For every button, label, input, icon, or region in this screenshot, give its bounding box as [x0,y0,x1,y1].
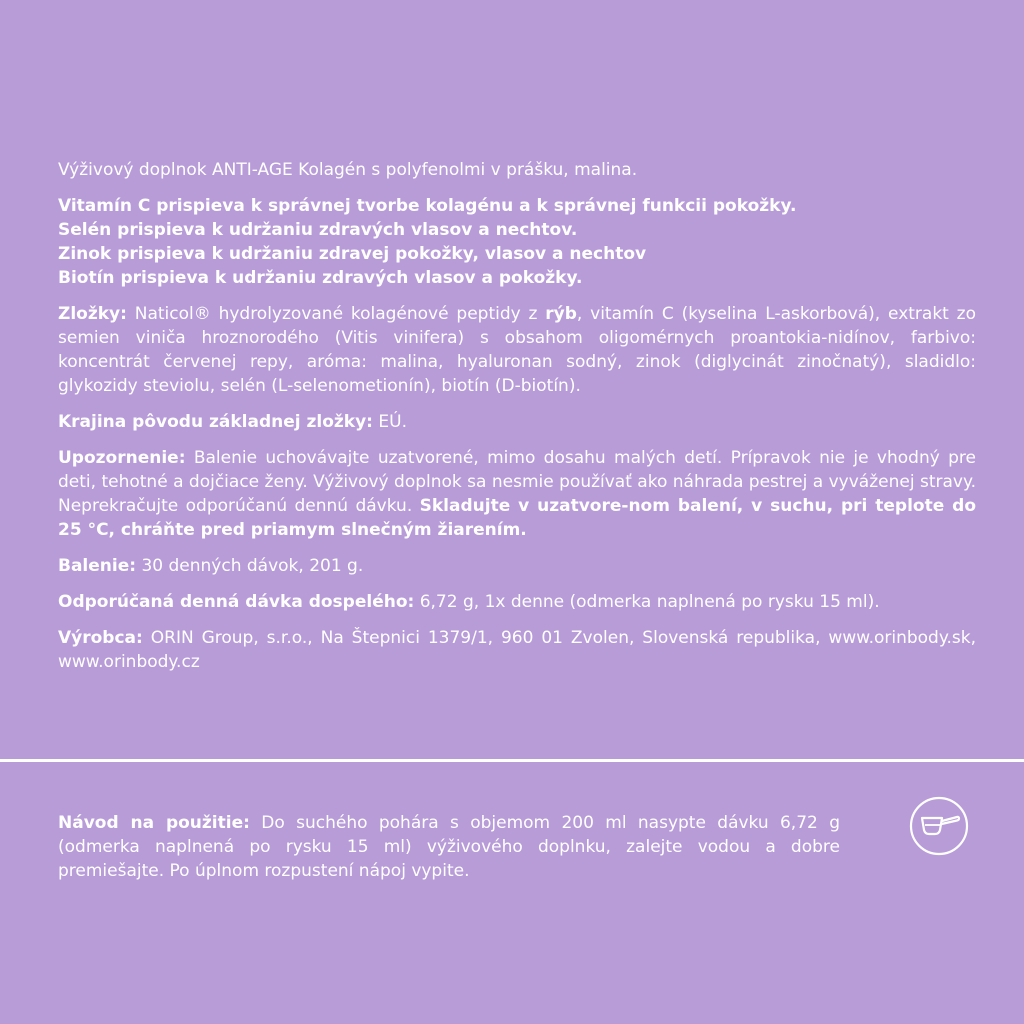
package-paragraph [58,554,976,578]
measuring-scoop-icon [909,796,969,856]
warning-text: Balenie uchovávajte uzatvorené, mimo dosahu malých detí. Prípravok nie je vhodný pre deti, tehotné a dojčiace ženy. Výživový doplnok sa nesmie používať ako náhrada pestrej a vyváženej stravy. Neprekračujte odporúčanú dennú dávku. [58,448,976,516]
label-text [58,158,976,686]
producer-paragraph [58,626,976,674]
section-divider [0,759,1024,762]
package-label: Balenie: [58,556,137,576]
claim-biotin: Biotín prispieva k udržaniu zdravých vlasov a pokožky. [58,268,583,288]
claim-vitamin-c: Vitamín C prispieva k správnej tvorbe kolagénu a k správnej funkcii pokožky. [58,196,797,216]
health-claims [58,194,976,290]
origin-value: EÚ. [372,412,407,432]
ingredients-text-after: , vitamín C (kyselina L-askorbová), extrakt zo semien viniča hroznorodého (Vitis vinifera) s obsahom oligomérnych proantokia-nidínov, farbivo: koncentrát červenej repy, aróma: malina, hyaluronan sodný, zinok (diglycinát zinočnatý), sladidlo: glykozidy steviolu, selén (L-selenometionín), biotín (D-biotín). [58,304,976,396]
ingredients-label: Zložky: [58,304,127,324]
allergen-fish: rýb [545,304,577,324]
usage-paragraph [58,811,840,883]
warning-paragraph [58,446,976,542]
origin-label: Krajina pôvodu základnej zložky: [58,412,373,432]
storage-instructions: Skladujte v uzatvore-nom balení, v suchu, pri teplote do 25 °C, chráňte pred priamym slnečným žiarením. [58,496,976,540]
producer-value: ORIN Group, s.r.o., Na Štepnici 1379/1, 960 01 Zvolen, Slovenská republika, www.orinbody.sk, www.orinbody.cz [58,628,976,672]
origin-paragraph [58,410,976,434]
producer-label: Výrobca: [58,628,143,648]
ingredients-text-before: Naticol® hydrolyzované kolagénové peptidy z [126,304,546,324]
usage-text: Do suchého pohára s objemom 200 ml nasypte dávku 6,72 g (odmerka naplnená po rysku 15 ml) výživového doplnku, zalejte vodou a dobre premiešajte. Po úplnom rozpustení nápoj vypite. [58,813,840,881]
usage-label: Návod na použitie: [58,813,250,833]
package-value: 30 denných dávok, 201 g. [136,556,364,576]
ingredients-paragraph [58,302,976,398]
claim-selenium: Selén prispieva k udržaniu zdravých vlasov a nechtov. [58,220,578,240]
dose-label: Odporúčaná denná dávka dospelého: [58,592,415,612]
warning-label: Upozornenie: [58,448,186,468]
dose-paragraph [58,590,976,614]
claim-zinc: Zinok prispieva k udržaniu zdravej pokožky, vlasov a nechtov [58,244,647,264]
dose-value: 6,72 g, 1x denne (odmerka naplnená po rysku 15 ml). [414,592,880,612]
product-intro: Výživový doplnok ANTI-AGE Kolagén s polyfenolmi v prášku, malina. [58,160,638,180]
